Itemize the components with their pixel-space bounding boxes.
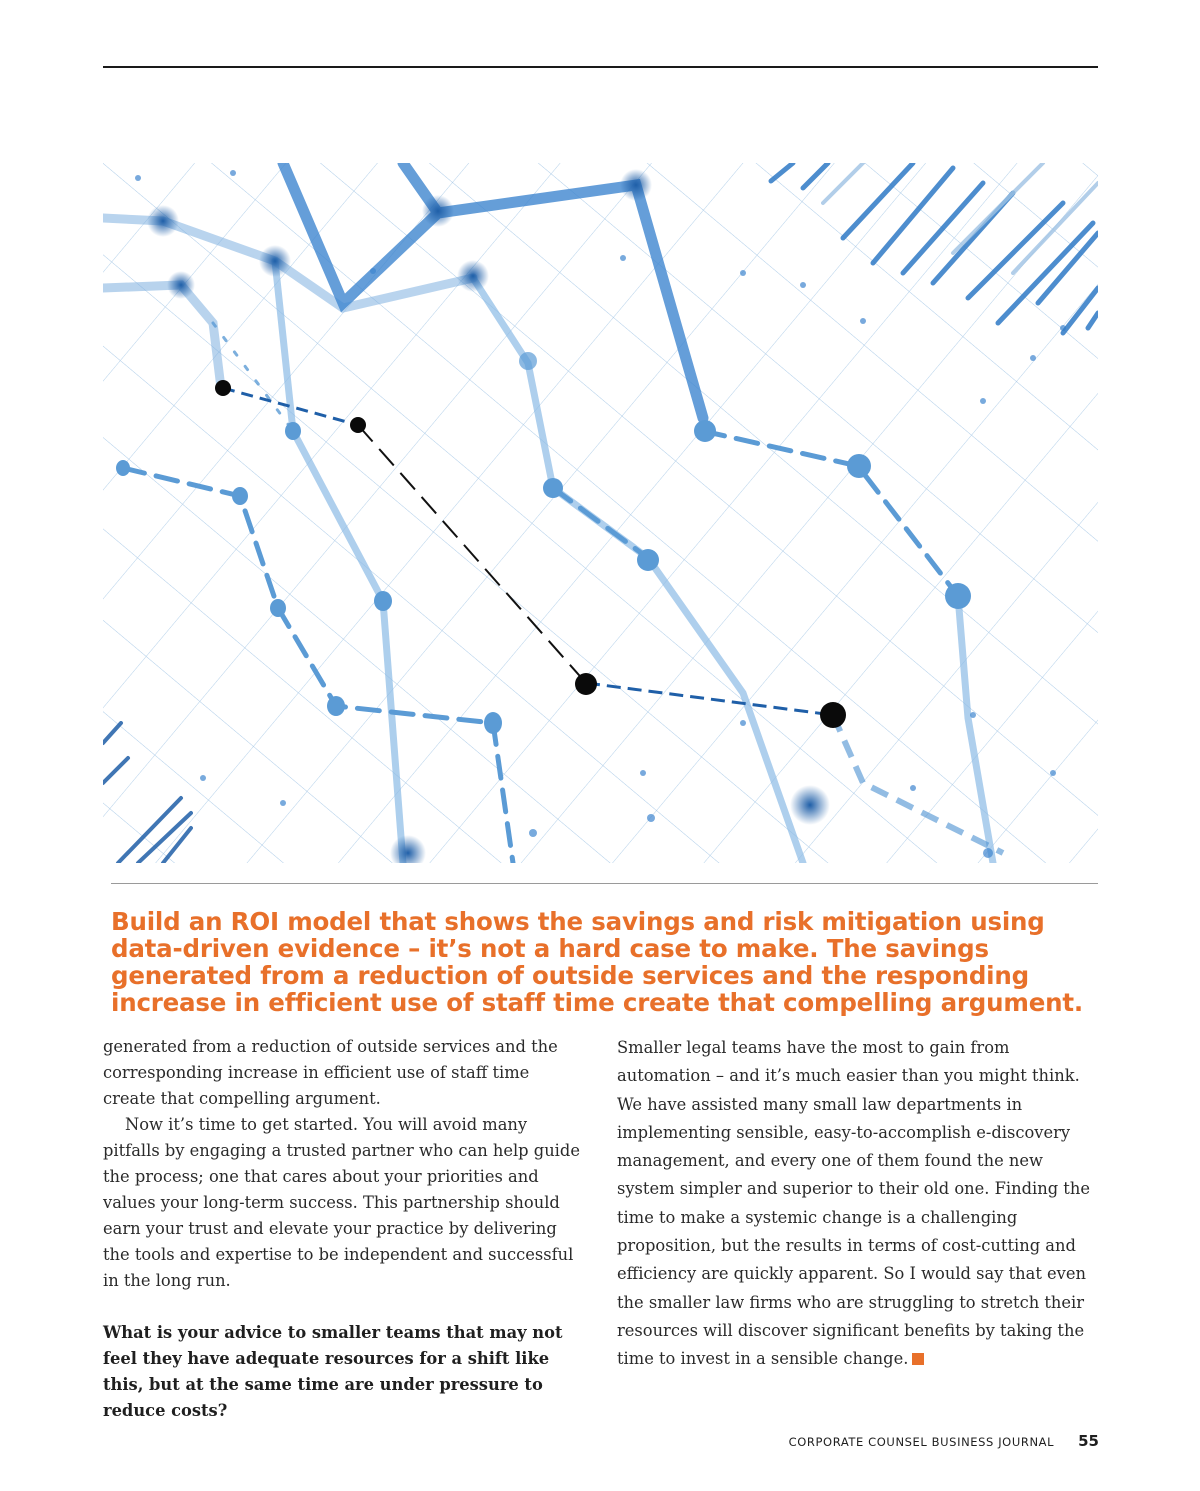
interview-question: What is your advice to smaller teams that may not feel they have adequate resources for a shift like this, but at the same time are under pressure to reduce costs? bbox=[103, 1323, 563, 1420]
pull-quote-rule bbox=[111, 883, 1098, 884]
end-of-article-mark bbox=[912, 1353, 924, 1365]
right-paragraph-text: Smaller legal teams have the most to gain from automation – and it’s much easier than you might think. We have assisted many small law departments in implementing sensible, easy-to-accomplish e-discovery management, and every one of them found the new system simpler and superior to their old one. Finding the time to make a systemic change is a challenging proposition, but the results in terms of cost-cutting and efficiency are quickly apparent. So I would say that even the smaller law firms who are struggling to stretch their resources will discover significant benefits by taking the time to invest in a sensible change. bbox=[617, 1038, 1090, 1369]
left-paragraph-1: generated from a reduction of outside services and the corresponding increase in efficient use of staff time create that compelling argument. bbox=[103, 1037, 558, 1108]
publication-name: CORPORATE COUNSEL BUSINESS JOURNAL bbox=[788, 1435, 1055, 1449]
top-rule bbox=[103, 66, 1098, 68]
left-column bbox=[103, 1034, 583, 1424]
right-paragraph-1 bbox=[617, 1034, 1097, 1374]
right-column bbox=[617, 1034, 1097, 1374]
pull-quote: Build an ROI model that shows the savings and risk mitigation using data-driven evidence – it’s not a hard case to make. The savings generated from a reduction of outside services and the responding increase in efficient use of staff time create that compelling argument. bbox=[111, 907, 1083, 1017]
page-footer bbox=[789, 1432, 1099, 1450]
network-illustration bbox=[103, 163, 1098, 863]
page-number: 55 bbox=[1078, 1432, 1099, 1450]
left-paragraph-2: Now it’s time to get started. You will avoid many pitfalls by engaging a trusted partner who can help guide the process; one that cares about your priorities and values your long-term success. This partnership should earn your trust and elevate your practice by delivering the tools and expertise to be independent and successful in the long run. bbox=[103, 1115, 580, 1290]
